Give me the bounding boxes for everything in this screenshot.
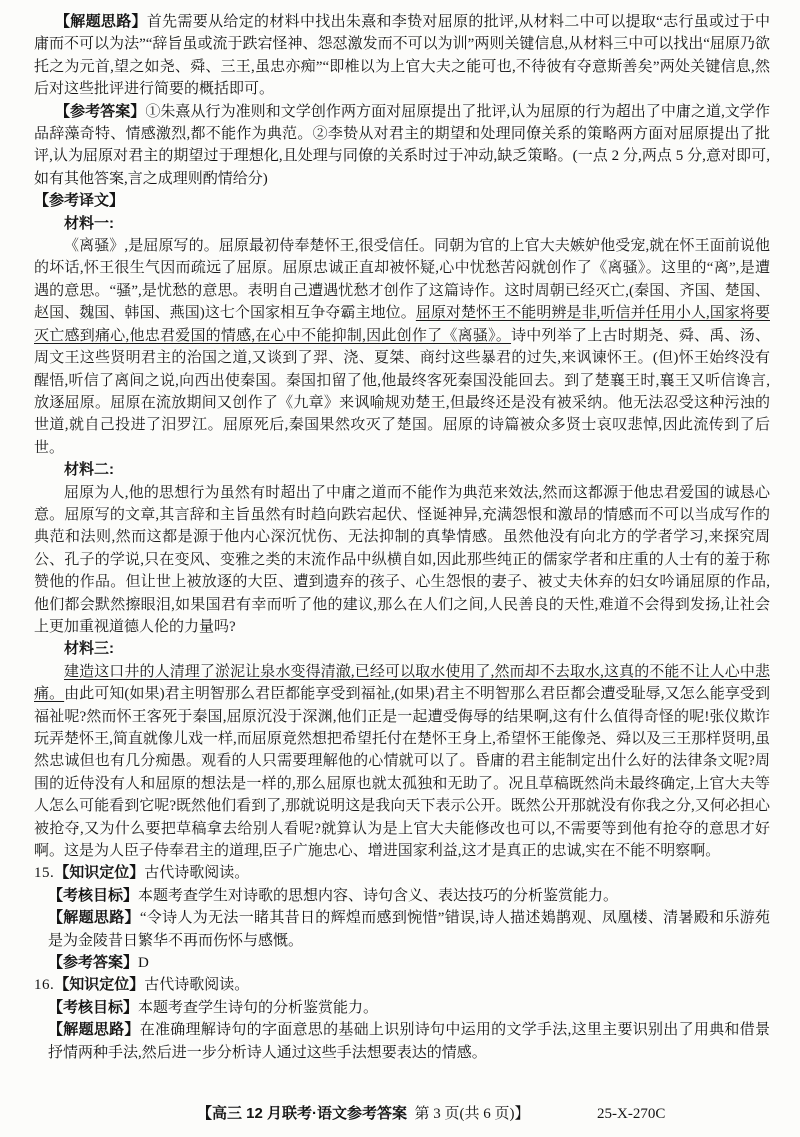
- label-jieti-silu: 【解题思路】: [48, 1021, 140, 1039]
- paragraph-q14-answer: [34, 101, 770, 191]
- material-1-label: 材料一:: [64, 214, 114, 232]
- q16-number: 16.: [34, 977, 55, 994]
- q16-analysis: [48, 1019, 770, 1064]
- footer-page-number: 第 3 页(共 6 页)】: [414, 1106, 530, 1122]
- label-zhishi-dingwei: 【知识定位】: [54, 864, 145, 882]
- q16-target: [48, 997, 770, 1019]
- material-3-label: 材料三:: [64, 640, 114, 658]
- footer-title-bold: 【高三 12 月联考·语文参考答案: [197, 1105, 408, 1122]
- q15-analysis-text: “令诗人为无法一睹其昔日的辉煌而感到惋惜”错误,诗人描述鳷鹊观、凤凰楼、清暑殿和乐游苑是为金陵昔日繁华不再而伤怀与感慨。: [48, 910, 770, 949]
- label-cankao-yiwen: 【参考译文】: [34, 192, 125, 210]
- translation-header: [34, 190, 770, 212]
- label-jieti-silu: 【解题思路】: [48, 909, 140, 927]
- q15-target-text: 本题考查学生对诗歌的思想内容、诗句含义、表达技巧的分析鉴赏能力。: [138, 887, 619, 904]
- q15-answer-text: D: [138, 955, 149, 972]
- material-3-underlined: 建造这口井的人清理了淤泥让泉水变得清澈,已经可以取水使用了,然而却不去取水,这真的不能不让人心中悲痛。: [34, 663, 770, 703]
- label-kaohe-mubiao: 【考核目标】: [48, 998, 139, 1016]
- material-1-part2: 诗中列举了上古时期尧、舜、禹、汤、周文王这些贤明君主的治国之道,又谈到了羿、浇、夏桀、商纣这些暴君的过失,来讽谏怀王。(但)怀王始终没有醒悟,听信了离间之说,向西出使秦国。秦国扣留了他,他最终客死秦国没能回去。到了楚襄王时,襄王又听信谗言,放逐屈原。屈原在流放期间又创作了《九章》来讽喻规劝楚王,但最终还是没有被采纳。他无法忍受这种污浊的世道,就自己投进了汨罗江。屈原死后,秦国果然攻灭了楚国。屈原的诗篇被众多贤士哀叹悲悼,因此流传到了后世。: [34, 327, 770, 456]
- q16-target-text: 本题考查学生诗句的分析鉴赏能力。: [138, 999, 379, 1016]
- material-2-text: 屈原为人,他的思想行为虽然有时超出了中庸之道而不能作为典范来效法,然而这都源于他忠君爱国的诚恳心意。屈原写的文章,其言辞和主旨虽然有时趋向跌宕起伏、怪诞神异,充满怨恨和激昂的情感而不可以当成写作的典范和法则,然而这都是源于他内心深沉忧伤、无法抑制的真挚情感。虽然他没有向北方的学者学习,来探究周公、孔子的学说,只在变风、变雅之类的末流作品中纵横自如,因此那些纯正的儒家学者和庄重的人士有的羞于称赞他的作品。但让世上被放逐的大臣、遭到遗弃的孩子、心生怨恨的妻子、被丈夫休弃的妇女吟诵屈原的作品,他们都会默然擦眼泪,如果国君有幸而听了他的建议,那么在人们之间,人民善良的天性,难道不会得到发扬,让社会上更加重视道德人伦的力量吗?: [34, 484, 770, 635]
- footer-exam-title: [197, 1103, 530, 1125]
- label-kaohe-mubiao: 【考核目标】: [48, 886, 139, 904]
- q15-answer: [48, 952, 770, 974]
- label-cankao-daan: 【参考答案】: [48, 954, 139, 972]
- q14-analysis-text: 首先需要从给定的材料中找出朱熹和李贽对屈原的批评,从材料二中可以提取“志行虽或过于中庸而不可以为法”“辞旨虽或流于跌宕怪神、怨怼激发而不可以为训”两则关键信息,从材料三中可以找出“屈原乃欲托之为元首,望之如尧、舜、三王,虽忠亦痴”“即椎以为上官大夫之能可也,不待彼有夺意斯善矣”两处关键信息,然后对这些批评进行简要的概括即可。: [34, 14, 770, 98]
- material-1-underlined: 屈原对楚怀王不能明辨是非,听信并任用小人,国家将要灭亡感到痛心,他忠君爱国的情感,在心中不能抑制,因此创作了《离骚》。: [34, 305, 770, 344]
- material-3-part2: 由此可知(如果)君主明智那么君臣都能享受到福祉,(如果)君主不明智那么君臣都会遭受耻辱,又怎么能享受到福祉呢?然而怀王客死于秦国,屈原沉没于深渊,他们正是一起遭受侮辱的结果啊,这有什么值得奇怪的呢!张仪欺诈玩弄楚怀王,简直就像儿戏一样,而屈原竟然想把希望托付在楚怀王身上,希望怀王能像尧、舜以及三王那样贤明,虽然忠诚但也有几分痴愚。观看的人只需要理解他的心情就可以了。昏庸的君主能制定出什么好的法律条文呢?周围的近侍没有人和屈原的想法是一样的,那么屈原也就太孤独和无助了。况且草稿既然尚未最终确定,上官大夫等人怎么可能看到它呢?既然他们看到了,那就说明这是我向天下表示公开。既然公开那就没有你我之分,又何必担心被抢夺,又为什么要把草稿拿去给别人看呢?就算认为是上官大夫能修改也可以,不需要等到他有抢夺的意思才好啊。这是为人臣子侍奉君主的道理,臣子广施忠心、增进国家利益,这才是真正的忠诚,实在不能不明察啊。: [34, 686, 770, 860]
- q16-knowledge: [34, 974, 770, 996]
- q15-analysis: [48, 907, 770, 952]
- material-1-text: [34, 235, 770, 459]
- q14-answer-text: ①朱熹从行为准则和文学创作两方面对屈原提出了批评,认为屈原的行为超出了中庸之道,文学作品辞藻奇特、情感激烈,都不能作为典范。②李贽从对君主的期望和处理同僚关系的策略两方面对屈原提出了批评,认为屈原对君主的期望过于理想化,且处理与同僚的关系时过于冲动,缺乏策略。(一点 2 分,两点 5 分,意对即可,如有其他答案,言之成理则酌情给分): [34, 103, 770, 187]
- paragraph-q14-analysis: [34, 11, 770, 101]
- q16-knowledge-text: 古代诗歌阅读。: [144, 977, 250, 994]
- footer-paper-code: 25-X-270C: [597, 1106, 666, 1122]
- label-jieti-silu: 【解题思路】: [55, 13, 147, 30]
- material-3-text: [34, 661, 770, 863]
- question-16-block: [34, 974, 770, 1064]
- q15-knowledge-text: 古代诗歌阅读。: [144, 865, 250, 882]
- q15-knowledge: [34, 862, 770, 884]
- label-zhishi-dingwei: 【知识定位】: [54, 976, 145, 994]
- material-2-label: 材料二:: [64, 461, 114, 479]
- question-15-block: [34, 862, 770, 974]
- q15-target: [48, 885, 770, 907]
- material-1-part1: 《离骚》,是屈原写的。屈原最初侍奉楚怀王,很受信任。同朝为官的上官大夫嫉妒他受宠,就在怀王面前说他的坏话,怀王很生气因而疏远了屈原。屈原忠诚正直却被怀疑,心中忧愁苦闷就创作了《离骚》。这里的“离”,是遭遇的意思。“骚”,是忧愁的意思。表明自己遭遇忧愁才创作了这篇诗作。这时周朝已经灭亡,(秦国、齐国、楚国、赵国、魏国、韩国、燕国)这七个国家相互争夺霸主地位。: [34, 238, 770, 322]
- q16-analysis-text: 在准确理解诗句的字面意思的基础上识别诗句中运用的文学手法,这里主要识别出了用典和借景抒情两种手法,然后进一步分析诗人通过这些手法想要表达的情感。: [48, 1022, 770, 1061]
- q15-number: 15.: [34, 865, 55, 882]
- label-cankao-daan: 【参考答案】: [55, 102, 146, 120]
